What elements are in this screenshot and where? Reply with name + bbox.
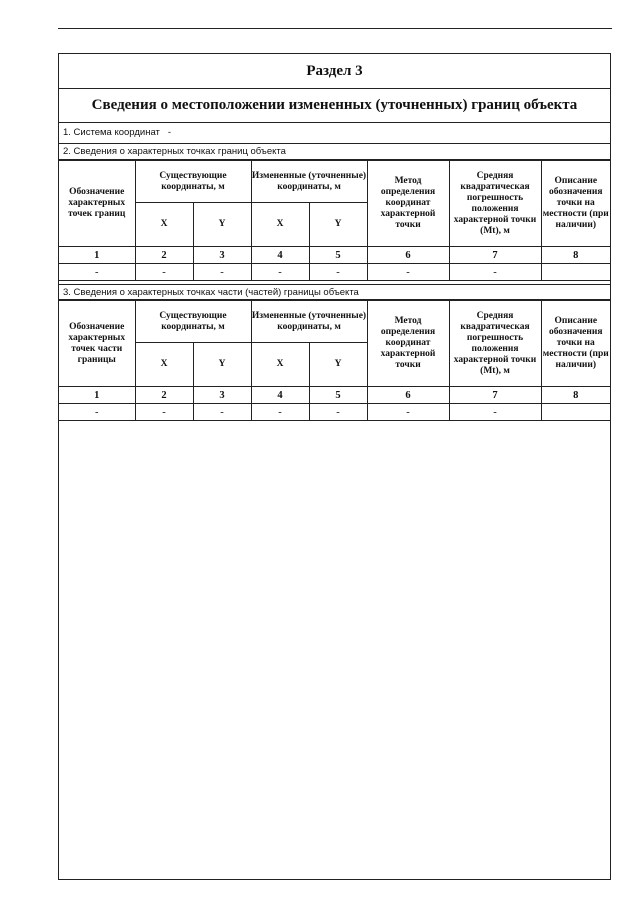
header-y: Y bbox=[193, 343, 251, 387]
table-cell: - bbox=[449, 404, 541, 421]
column-number: 8 bbox=[541, 387, 610, 404]
table-cell: - bbox=[193, 404, 251, 421]
table-cell: - bbox=[367, 264, 449, 281]
header-y: Y bbox=[309, 203, 367, 247]
column-number: 5 bbox=[309, 387, 367, 404]
header-existing-coords: Существующие координаты, м bbox=[135, 161, 251, 203]
header-error: Средняя квадратическая погрешность положения характерной точки (Mt), м bbox=[449, 161, 541, 247]
part3-heading: 3. Сведения о характерных точках части (частей) границы объекта bbox=[59, 284, 610, 300]
column-number-row bbox=[59, 387, 610, 404]
column-number: 5 bbox=[309, 247, 367, 264]
section-frame bbox=[58, 53, 611, 880]
column-number: 6 bbox=[367, 387, 449, 404]
column-number: 3 bbox=[193, 387, 251, 404]
header-existing-coords: Существующие координаты, м bbox=[135, 301, 251, 343]
table-cell: - bbox=[449, 264, 541, 281]
table-cell bbox=[541, 264, 610, 281]
part2-table bbox=[59, 160, 610, 281]
header-x: X bbox=[135, 343, 193, 387]
coord-system-value: - bbox=[167, 127, 172, 138]
column-number: 4 bbox=[251, 387, 309, 404]
header-x: X bbox=[135, 203, 193, 247]
table-cell: - bbox=[251, 264, 309, 281]
header-method: Метод определения координат характерной точки bbox=[367, 301, 449, 387]
top-rule bbox=[58, 28, 612, 29]
column-number: 1 bbox=[59, 247, 135, 264]
coord-system-label: 1. Система координат bbox=[63, 127, 160, 138]
table-cell bbox=[541, 404, 610, 421]
header-error: Средняя квадратическая погрешность положения характерной точки (Mt), м bbox=[449, 301, 541, 387]
header-y: Y bbox=[193, 203, 251, 247]
header-method: Метод определения координат характерной точки bbox=[367, 161, 449, 247]
section-subtitle: Сведения о местоположении измененных (уточненных) границ объекта bbox=[59, 88, 610, 123]
header-changed-coords: Измененные (уточненные) координаты, м bbox=[251, 301, 367, 343]
table-cell: - bbox=[135, 404, 193, 421]
table-cell: - bbox=[309, 404, 367, 421]
column-number: 3 bbox=[193, 247, 251, 264]
header-x: X bbox=[251, 203, 309, 247]
header-description: Описание обозначения точки на местности (при наличии) bbox=[541, 161, 610, 247]
column-number: 6 bbox=[367, 247, 449, 264]
column-number: 7 bbox=[449, 247, 541, 264]
table-row bbox=[59, 404, 610, 421]
column-number-row bbox=[59, 247, 610, 264]
column-number: 4 bbox=[251, 247, 309, 264]
header-y: Y bbox=[309, 343, 367, 387]
coord-system-row bbox=[59, 122, 610, 144]
table-cell: - bbox=[193, 264, 251, 281]
table-cell: - bbox=[135, 264, 193, 281]
part2-heading: 2. Сведения о характерных точках границ объекта bbox=[59, 144, 610, 160]
header-changed-coords: Измененные (уточненные) координаты, м bbox=[251, 161, 367, 203]
header-designation: Обозначение характерных точек части границы bbox=[59, 301, 135, 387]
column-number: 2 bbox=[135, 247, 193, 264]
column-number: 7 bbox=[449, 387, 541, 404]
header-designation: Обозначение характерных точек границ bbox=[59, 161, 135, 247]
table-cell: - bbox=[251, 404, 309, 421]
table-cell: - bbox=[367, 404, 449, 421]
table-cell: - bbox=[309, 264, 367, 281]
section-title: Раздел 3 bbox=[59, 54, 610, 89]
table-row bbox=[59, 264, 610, 281]
column-number: 8 bbox=[541, 247, 610, 264]
column-number: 1 bbox=[59, 387, 135, 404]
table-cell: - bbox=[59, 404, 135, 421]
table-cell: - bbox=[59, 264, 135, 281]
column-number: 2 bbox=[135, 387, 193, 404]
part3-table bbox=[59, 300, 610, 421]
header-x: X bbox=[251, 343, 309, 387]
header-description: Описание обозначения точки на местности (при наличии) bbox=[541, 301, 610, 387]
